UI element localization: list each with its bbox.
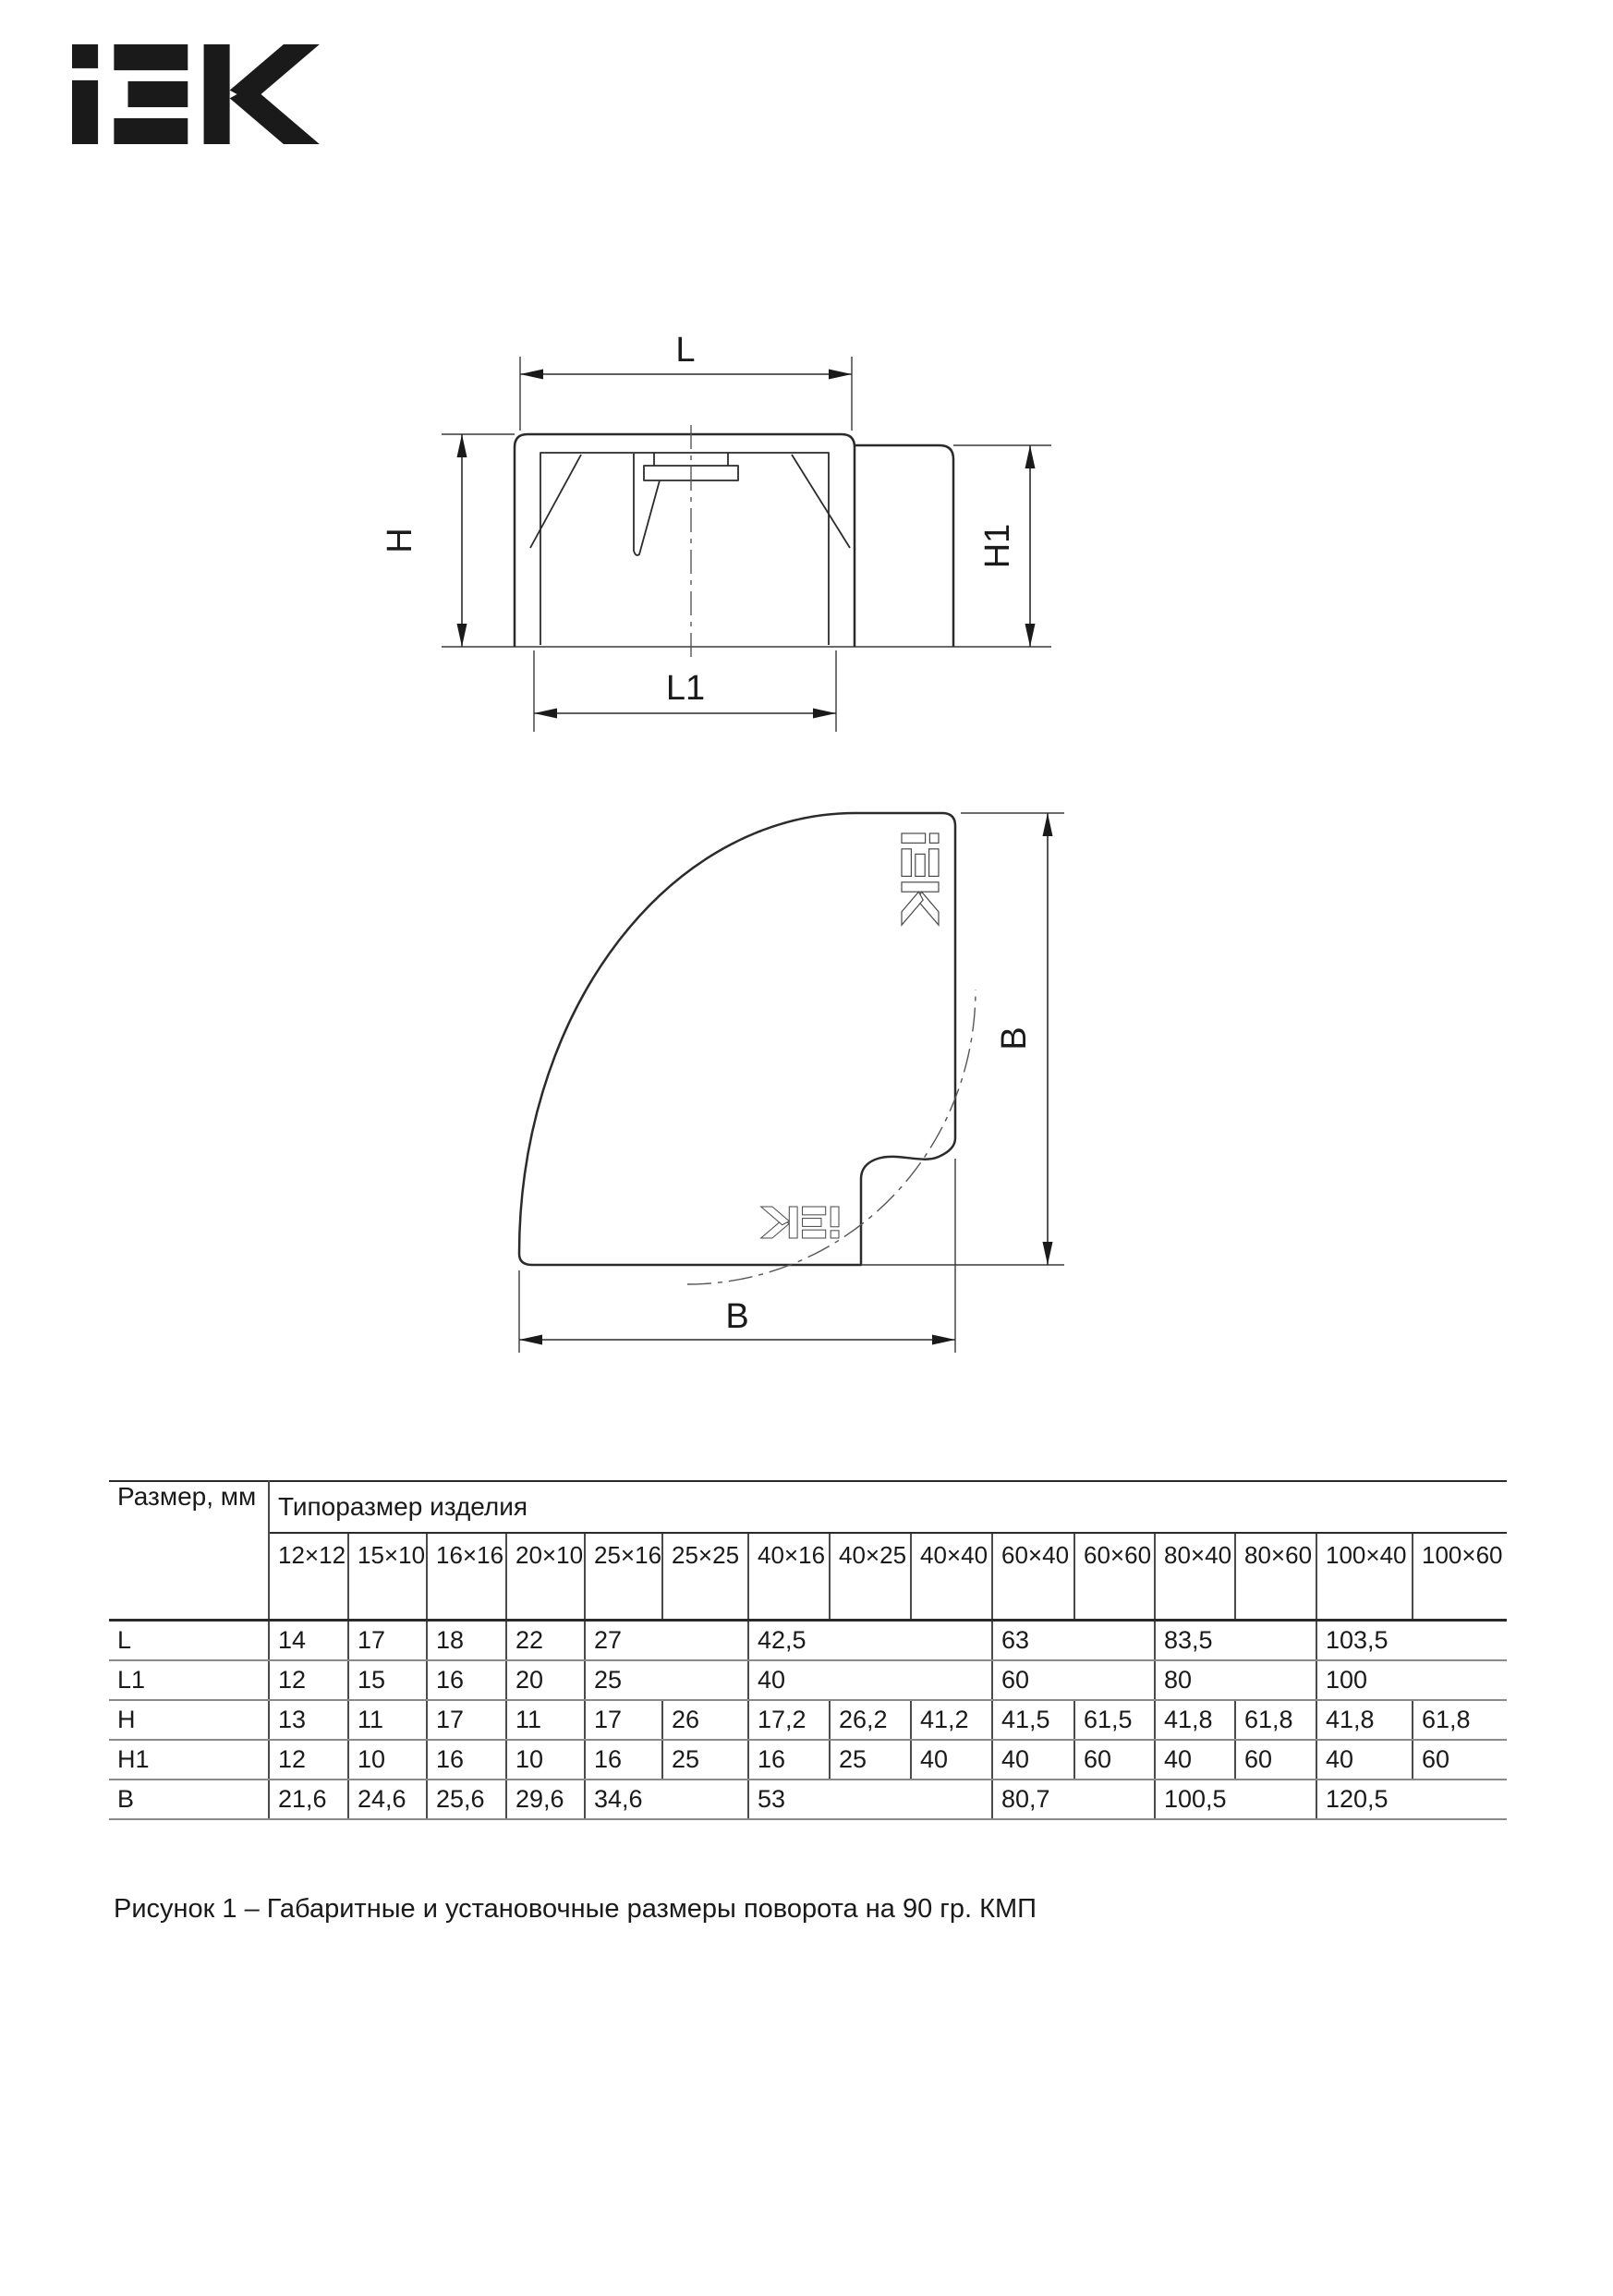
table-cell: 41,2: [911, 1700, 992, 1740]
size-column-header: 80×40: [1155, 1533, 1235, 1621]
table-cell: 17: [427, 1700, 506, 1740]
table-cell: 83,5: [1155, 1621, 1316, 1661]
table-cell: 41,8: [1155, 1700, 1235, 1740]
table-cell: 26: [662, 1700, 748, 1740]
table-cell: 29,6: [506, 1780, 585, 1819]
table-cell: 120,5: [1316, 1780, 1507, 1819]
table-cell: 25: [830, 1740, 911, 1780]
bend-top-view-drawing: [519, 813, 1064, 1353]
table-cell: 17: [348, 1621, 427, 1661]
table-cell: 11: [348, 1700, 427, 1740]
size-column-header: 12×12: [269, 1533, 348, 1621]
table-cell: 10: [348, 1740, 427, 1780]
size-column-header: 100×40: [1316, 1533, 1413, 1621]
dimension-label-l1: L1: [665, 669, 706, 708]
table-cell: 61,8: [1235, 1700, 1316, 1740]
table-body: [109, 1621, 1507, 1820]
table-cell: 27: [585, 1621, 748, 1661]
table-cell: 24,6: [348, 1780, 427, 1819]
size-column-header: 60×40: [992, 1533, 1074, 1621]
table-cell: 63: [992, 1621, 1155, 1661]
table-cell: 60: [1413, 1740, 1507, 1780]
table-cell: 17,2: [748, 1700, 830, 1740]
size-column-header: 100×60: [1413, 1533, 1507, 1621]
row-label-cell: L1: [109, 1660, 269, 1700]
table-cell: 15: [348, 1660, 427, 1700]
table-cell: 18: [427, 1621, 506, 1661]
size-column-header: 40×25: [830, 1533, 911, 1621]
table-row: [109, 1621, 1507, 1661]
figure-caption: Рисунок 1 – Габаритные и установочные размеры поворота на 90 гр. КМП: [114, 1894, 1037, 1924]
table-cell: 61,5: [1074, 1700, 1155, 1740]
table-cell: 100: [1316, 1660, 1507, 1700]
dimension-label-l: L: [675, 331, 696, 370]
row-label-cell: H: [109, 1700, 269, 1740]
iek-embossed-logo-top: [902, 833, 939, 925]
size-column-header: 16×16: [427, 1533, 506, 1621]
table-group-header: Типоразмер изделия: [269, 1481, 1507, 1533]
table-cell: 53: [748, 1780, 992, 1819]
table-cell: 26,2: [830, 1700, 911, 1740]
iek-logo: [72, 44, 320, 144]
table-cell: 100,5: [1155, 1780, 1316, 1819]
table-cell: 40: [992, 1740, 1074, 1780]
row-label-cell: L: [109, 1621, 269, 1661]
table-cell: 41,8: [1316, 1700, 1413, 1740]
dimension-label-h1: H1: [978, 523, 1017, 569]
table-cell: 103,5: [1316, 1621, 1507, 1661]
dimension-label-h: H: [381, 528, 419, 553]
table-cell: 60: [1235, 1740, 1316, 1780]
table-cell: 25: [585, 1660, 748, 1700]
table-cell: 12: [269, 1740, 348, 1780]
front-view-drawing: [381, 331, 1051, 732]
size-column-header: 25×16: [585, 1533, 662, 1621]
table-cell: 21,6: [269, 1780, 348, 1819]
table-cell: 12: [269, 1660, 348, 1700]
table-cell: 10: [506, 1740, 585, 1780]
dimension-label-b-vertical: B: [995, 1027, 1034, 1051]
table-cell: 16: [427, 1660, 506, 1700]
table-row: [109, 1660, 1507, 1700]
table-cell: 42,5: [748, 1621, 992, 1661]
size-column-header: 80×60: [1235, 1533, 1316, 1621]
size-column-header: 40×16: [748, 1533, 830, 1621]
table-cell: 60: [992, 1660, 1155, 1700]
iek-embossed-logo-bottom: [761, 1207, 839, 1238]
table-size-header-row: [109, 1533, 1507, 1621]
table-cell: 25: [662, 1740, 748, 1780]
table-cell: 40: [1155, 1740, 1235, 1780]
table-cell: 17: [585, 1700, 662, 1740]
table-cell: 40: [1316, 1740, 1413, 1780]
table-cell: 14: [269, 1621, 348, 1661]
table-cell: 41,5: [992, 1700, 1074, 1740]
table-cell: 40: [911, 1740, 992, 1780]
table-cell: 16: [427, 1740, 506, 1780]
table-cell: 80: [1155, 1660, 1316, 1700]
table-cell: 11: [506, 1700, 585, 1740]
dimensions-table: [109, 1480, 1507, 1820]
table-cell: 13: [269, 1700, 348, 1740]
dimension-label-b-horizontal: B: [725, 1297, 749, 1336]
size-column-header: 40×40: [911, 1533, 992, 1621]
table-row: [109, 1740, 1507, 1780]
table-cell: 22: [506, 1621, 585, 1661]
table-cell: 34,6: [585, 1780, 748, 1819]
table-row: [109, 1780, 1507, 1819]
size-column-header: 15×10: [348, 1533, 427, 1621]
table-cell: 40: [748, 1660, 992, 1700]
size-column-header: 25×25: [662, 1533, 748, 1621]
size-column-header: 60×60: [1074, 1533, 1155, 1621]
table-cell: 16: [748, 1740, 830, 1780]
row-label-cell: B: [109, 1780, 269, 1819]
table-cell: 20: [506, 1660, 585, 1700]
row-label-cell: H1: [109, 1740, 269, 1780]
table-corner-header: Размер, мм: [109, 1481, 269, 1621]
table-cell: 16: [585, 1740, 662, 1780]
table-cell: 60: [1074, 1740, 1155, 1780]
table-cell: 25,6: [427, 1780, 506, 1819]
size-column-header: 20×10: [506, 1533, 585, 1621]
table-cell: 80,7: [992, 1780, 1155, 1819]
table-row: [109, 1700, 1507, 1740]
table-cell: 61,8: [1413, 1700, 1507, 1740]
